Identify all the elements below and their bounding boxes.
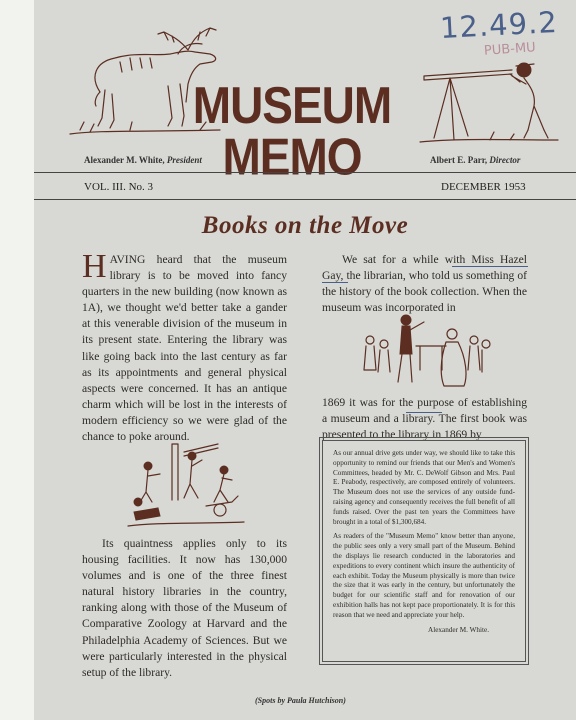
article-headline: Books on the Move	[201, 212, 409, 239]
handwritten-catalog-number	[439, 4, 570, 62]
annual-drive-notice	[322, 440, 526, 662]
director-credit	[430, 155, 520, 165]
illustration-credit: (Spots by Paula Hutchison)	[255, 696, 346, 705]
library-history-illustration	[360, 310, 490, 390]
president-name: Alexander M. White,	[84, 155, 167, 165]
notice-paragraph-2: As readers of the "Museum Memo" know better than anyone, the public sees only a very small part of the Museum. Behind the displays lie research conducted in the laboratories and expeditions to every continent which insure the authenticity of each exhibit. Today the Museum physically is more than twice the size that it was early in the century, but unfortunately the budget for our scientific staff and for renovation of our exhibition halls has not kept pace proportionately. It is for this reason that we need and appreciate your help.	[333, 532, 515, 619]
president-credit	[84, 155, 202, 165]
issue-rule	[34, 199, 576, 200]
notice-signature: Alexander M. White.	[428, 625, 489, 634]
drop-cap: H	[82, 248, 107, 285]
masthead-rule	[34, 172, 576, 173]
article-left-column-bottom	[82, 536, 287, 681]
article-paragraph-2: Its quaintness applies only to its housing facilities. It now has 130,000 volumes and is one of the three finest natural history libraries in the country, ranking along with those of the Museum of Comparative Zoology at Harvard and the Philadelphia Academy of Sciences. But we were particularly interested in the physical setup of the library.	[82, 537, 287, 679]
article-paragraph-4: 1869 it was for the purpose of establishing a museum and a library. The first book was presented to the library in 1869 by	[322, 396, 527, 442]
pen-underline-gay	[322, 282, 348, 283]
handwritten-number: 12.49.2	[439, 4, 559, 46]
pen-underline-library	[406, 412, 442, 413]
article-left-column-top	[82, 248, 287, 445]
handwritten-stamp: PUB-MU	[483, 40, 537, 59]
scan-margin	[0, 0, 34, 720]
director-title: Director	[489, 155, 521, 165]
article-right-column-top	[322, 252, 527, 316]
telescope-man-illustration	[420, 60, 560, 145]
issue-date: DECEMBER 1953	[441, 181, 526, 193]
president-title: President	[166, 155, 202, 165]
masthead-title: MUSEUM MEMO	[192, 76, 392, 186]
pen-underline-hazel	[452, 266, 528, 267]
volume-number: VOL. III. No. 3	[84, 181, 154, 193]
notice-paragraph-1: As our annual drive gets under way, we should like to take this opportunity to remind our friends that our Men's and Women's Committees, headed by Mr. C. DeWolf Gibson and Mrs. Paul E. Peabody, respectively, are composed entirely of volunteers. The Museum does not use the services of any outside fund-raising agency and consequently receives the full benefit of all funds raised. Over the past ten years the Committees have brought in a total of $1,300,684.	[333, 449, 515, 526]
article-paragraph-3: We sat for a while with Miss Hazel Gay, the librarian, who told us something of the history of the book collection. When the museum was incorporated in	[322, 253, 527, 315]
article-paragraph-1: AVING heard that the museum library is to be moved into fancy quarters in the new building (now known as 1A), we thought we'd better take a gander at this venerable division of the museum in its present state. Entering the library was like going back into the last century as far as its appointments and general physical aspects were concerned. It has an antique charm which will be lost in the interests of modern efficiency so we were glad of the chance to poke around.	[82, 253, 287, 444]
library-movers-illustration	[128, 440, 244, 528]
article-right-column-continued	[322, 395, 527, 443]
director-name: Albert E. Parr,	[430, 155, 490, 165]
